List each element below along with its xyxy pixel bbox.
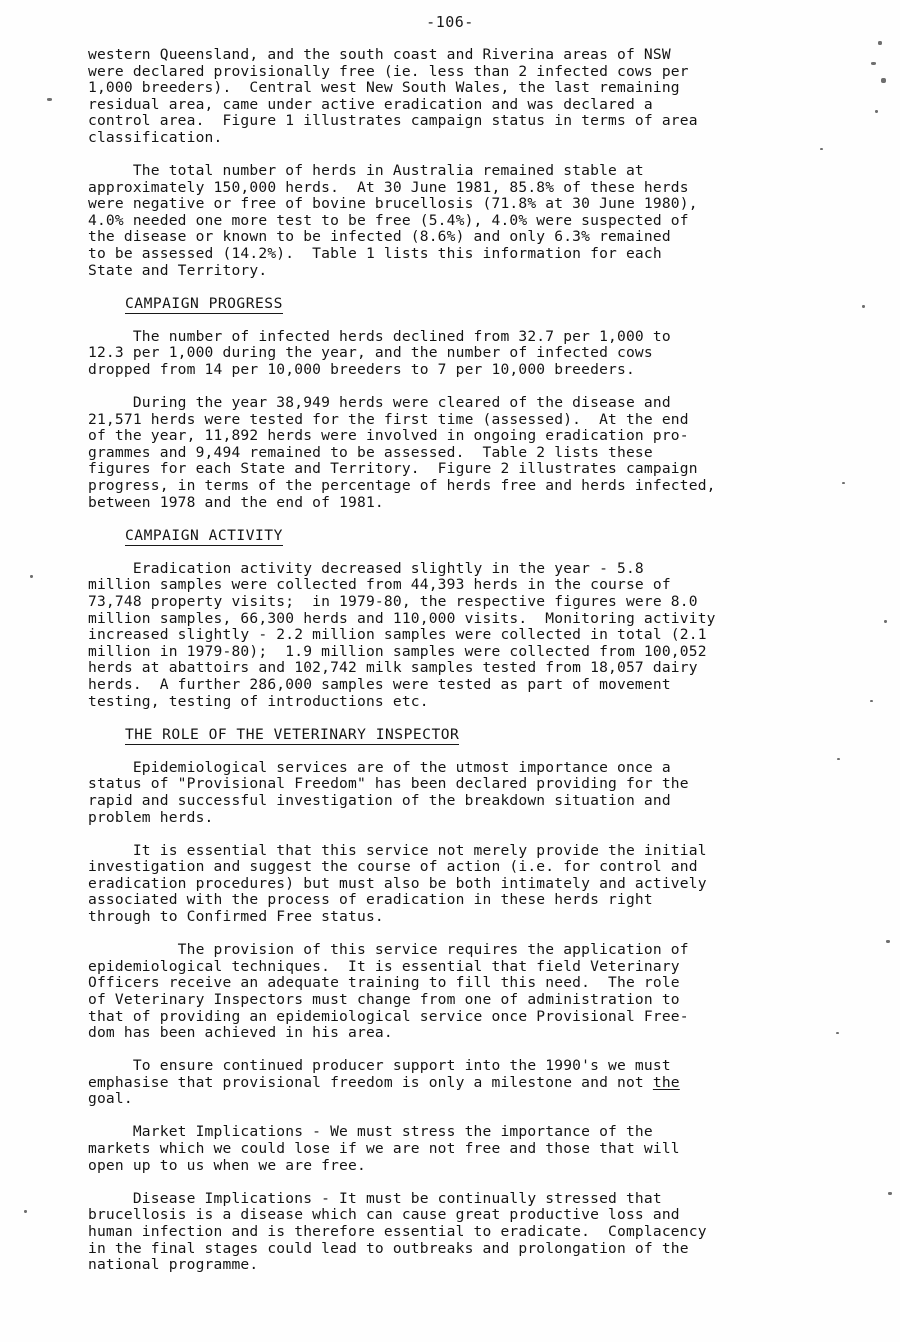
text-line: in the final stages could lead to outbreaks and prolongation of the xyxy=(88,1239,689,1257)
text-line: eradication procedures) but must also be both intimately and actively xyxy=(88,874,707,892)
page-number: -106- xyxy=(426,13,474,31)
text-line: of the year, 11,892 herds were involved in ongoing eradication pro- xyxy=(88,427,689,445)
scan-speck xyxy=(862,305,865,308)
text-line: Market Implications - We must stress the importance of the xyxy=(88,1123,653,1141)
text-line: To ensure continued producer support into the 1990's we must xyxy=(88,1057,671,1075)
text-line: dropped from 14 per 10,000 breeders to 7 per 10,000 breeders. xyxy=(88,361,635,378)
text-line: 73,748 property visits; in 1979-80, the respective figures were 8.0 xyxy=(88,593,698,611)
scan-speck xyxy=(878,41,882,45)
text-line: epidemiological techniques. It is essential that field Veterinary xyxy=(88,957,680,975)
text-line: Officers receive an adequate training to fill this need. The role xyxy=(88,974,680,992)
emphasised-word: the xyxy=(652,1073,680,1091)
text-line: between 1978 and the end of 1981. xyxy=(88,493,384,511)
text-line: that of providing an epidemiological service once Provisional Free- xyxy=(88,1007,689,1025)
scan-speck xyxy=(24,1210,27,1213)
scan-speck xyxy=(836,1032,839,1034)
text-line: Eradication activity decreased slightly in the year - 5.8 xyxy=(88,559,644,577)
scan-speck xyxy=(837,758,840,760)
text-line: approximately 150,000 herds. At 30 June 1981, 85.8% of these herds xyxy=(88,178,689,196)
heading-line xyxy=(88,528,808,545)
scan-speck xyxy=(886,940,890,943)
text-line: During the year 38,949 herds were cleared of the disease and xyxy=(88,394,671,412)
paragraph-market-implications xyxy=(88,1124,808,1174)
text-line: million samples were collected from 44,393 herds in the course of xyxy=(88,576,671,594)
scan-speck xyxy=(820,148,823,150)
scan-speck xyxy=(871,62,876,65)
text-line: investigation and suggest the course of action (i.e. for control and xyxy=(88,858,698,876)
text-line: associated with the process of eradication in these herds right xyxy=(88,891,653,909)
text-line-segment: emphasise that provisional freedom is only a milestone and not xyxy=(88,1073,653,1091)
text-line: were declared provisionally free (ie. less than 2 infected cows per xyxy=(88,62,689,80)
text-line: 4.0% needed one more test to be free (5.4%), 4.0% were suspected of xyxy=(88,211,689,229)
text-line: testing, testing of introductions etc. xyxy=(88,692,429,710)
paragraph-eradication-activity xyxy=(88,561,808,710)
document-body xyxy=(88,47,808,1290)
scan-speck xyxy=(881,78,886,83)
paragraph-epidemiological-services xyxy=(88,760,808,826)
text-line: problem herds. xyxy=(88,808,214,826)
text-line: Epidemiological services are of the utmost importance once a xyxy=(88,758,671,776)
text-line: million samples, 66,300 herds and 110,000 visits. Monitoring activity xyxy=(88,609,716,627)
text-line: 21,571 herds were tested for the first time (assessed). At the end xyxy=(88,410,689,428)
text-line: herds at abattoirs and 102,742 milk samples tested from 18,057 dairy xyxy=(88,659,698,677)
heading-text: CAMPAIGN PROGRESS xyxy=(125,294,283,312)
heading-role-veterinary-inspector xyxy=(88,727,808,744)
text-line: goal. xyxy=(88,1090,133,1108)
text-line: million in 1979-80); 1.9 million samples were collected from 100,052 xyxy=(88,642,707,660)
text-line: the disease or known to be infected (8.6%) and only 6.3% remained xyxy=(88,228,671,246)
scan-speck xyxy=(870,700,873,702)
scan-speck xyxy=(888,1192,892,1195)
text-line: status of "Provisional Freedom" has been declared providing for the xyxy=(88,775,689,793)
text-line xyxy=(88,1075,808,1092)
text-line: western Queensland, and the south coast and Riverina areas of NSW xyxy=(88,46,671,63)
text-line: increased slightly - 2.2 million samples were collected in total (2.1 xyxy=(88,626,707,644)
text-line: to be assessed (14.2%). Table 1 lists this information for each xyxy=(88,245,662,263)
heading-text: THE ROLE OF THE VETERINARY INSPECTOR xyxy=(125,725,460,743)
text-line: classification. xyxy=(88,128,223,146)
text-line: residual area, came under active eradication and was declared a xyxy=(88,95,653,113)
scan-speck xyxy=(842,482,845,484)
heading-text: CAMPAIGN ACTIVITY xyxy=(125,526,283,544)
paragraph-disease-implications xyxy=(88,1191,808,1274)
scan-speck xyxy=(30,575,33,578)
text-line: brucellosis is a disease which can cause great productive loss and xyxy=(88,1206,680,1224)
text-line: through to Confirmed Free status. xyxy=(88,908,384,926)
text-line: 1,000 breeders). Central west New South Wales, the last remaining xyxy=(88,79,680,97)
text-line: control area. Figure 1 illustrates campaign status in terms of area xyxy=(88,112,698,130)
scan-speck xyxy=(884,620,887,623)
text-line: markets which we could lose if we are not free and those that will xyxy=(88,1140,680,1158)
text-line: of Veterinary Inspectors must change from one of administration to xyxy=(88,990,680,1008)
text-line: national programme. xyxy=(88,1256,259,1274)
paragraph-infected-herds-decline xyxy=(88,329,808,379)
scan-speck xyxy=(47,98,52,101)
heading-line xyxy=(88,296,808,313)
text-line: figures for each State and Territory. Figure 2 illustrates campaign xyxy=(88,460,698,478)
heading-campaign-activity xyxy=(88,528,808,545)
text-line: State and Territory. xyxy=(88,261,268,279)
paragraph-herds-cleared xyxy=(88,395,808,511)
text-line: Disease Implications - It must be continually stressed that xyxy=(88,1189,662,1207)
heading-line xyxy=(88,727,808,744)
scan-speck xyxy=(875,110,878,113)
text-line: grammes and 9,494 remained to be assessed. Table 2 lists these xyxy=(88,443,653,461)
paragraph-producer-support xyxy=(88,1058,808,1108)
text-line: dom has been achieved in his area. xyxy=(88,1024,393,1042)
text-line: herds. A further 286,000 samples were tested as part of movement xyxy=(88,676,671,693)
paragraph-service-essential xyxy=(88,843,808,926)
text-line: open up to us when we are free. xyxy=(88,1156,366,1174)
text-line: The total number of herds in Australia remained stable at xyxy=(88,162,644,180)
text-line: The provision of this service requires the application of xyxy=(88,941,689,959)
paragraph-area-classification xyxy=(88,47,808,147)
text-line: The number of infected herds declined from 32.7 per 1,000 to xyxy=(88,327,671,345)
text-line: It is essential that this service not merely provide the initial xyxy=(88,841,707,859)
text-line: 12.3 per 1,000 during the year, and the number of infected cows xyxy=(88,344,653,362)
paragraph-total-herds xyxy=(88,163,808,279)
text-line: were negative or free of bovine brucellosis (71.8% at 30 June 1980), xyxy=(88,195,698,213)
text-line: human infection and is therefore essential to eradicate. Complacency xyxy=(88,1222,707,1240)
text-line: rapid and successful investigation of the breakdown situation and xyxy=(88,791,671,809)
text-line: progress, in terms of the percentage of herds free and herds infected, xyxy=(88,477,716,495)
heading-campaign-progress xyxy=(88,296,808,313)
paragraph-provision-of-service xyxy=(88,942,808,1042)
